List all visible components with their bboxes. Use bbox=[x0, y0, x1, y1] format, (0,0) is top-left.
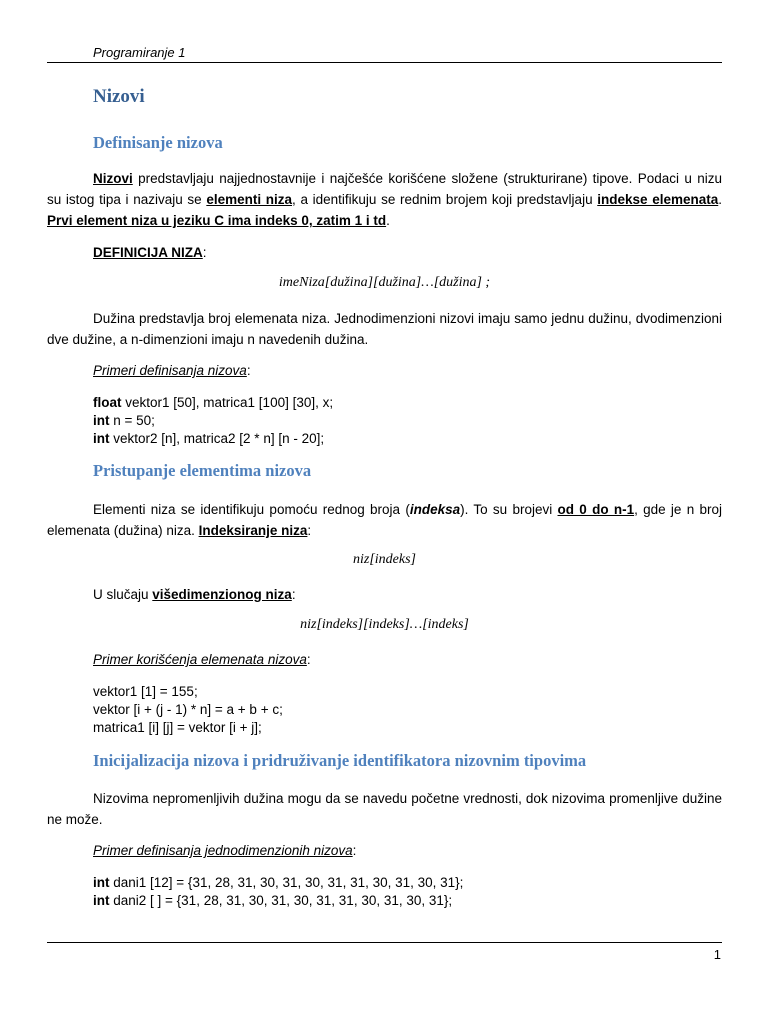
term-indeksa: indeksa bbox=[409, 502, 461, 517]
code-line: vektor [i + (j - 1) * n] = a + b + c; bbox=[93, 702, 283, 717]
code-line bbox=[93, 874, 463, 892]
code-text: vektor2 [n], matrica2 [2 * n] [n - 20]; bbox=[109, 431, 325, 446]
code-line bbox=[93, 394, 333, 412]
running-header: Programiranje 1 bbox=[93, 45, 186, 60]
footer-rule bbox=[47, 942, 722, 943]
code-block-definition bbox=[93, 394, 333, 448]
paragraph-inicijalizacija: Nizovima nepromenljivih dužina mogu da se navedu početne vrednosti, dok nizovima promenljive dužine ne može. bbox=[47, 791, 722, 827]
paragraph-duzina: Dužina predstavlja broj elemenata niza. Jednodimenzioni nizovi imaju samo jednu dužinu, dvodimenzioni dve dužine, a n-dimenzioni imaju n navedenih dužina. bbox=[47, 311, 722, 347]
definition-label-text: DEFINICIJA NIZA bbox=[93, 245, 203, 260]
paragraph-visedimenzioni bbox=[93, 586, 296, 604]
section-title-inicijalizacija: Inicijalizacija nizova i pridruživanje identifikatora nizovnim tipovima bbox=[93, 751, 587, 770]
chapter-title: Nizovi bbox=[93, 86, 145, 107]
colon: : bbox=[306, 652, 311, 667]
colon: : bbox=[307, 523, 312, 538]
code-line bbox=[93, 892, 463, 910]
example-label-init bbox=[93, 842, 356, 860]
text-run: . bbox=[386, 213, 390, 228]
code-text: vektor1 [50], matrica1 [100] [30], x; bbox=[121, 395, 334, 410]
term-prvi-element: Prvi element niza u jeziku C ima indeks 0, zatim 1 i td bbox=[47, 213, 387, 228]
code-line: matrica1 [i] [j] = vektor [i + j]; bbox=[93, 720, 262, 735]
code-text: n = 50; bbox=[109, 413, 155, 428]
section-title-definisanje: Definisanje nizova bbox=[93, 133, 223, 152]
formula-multi-index: niz[indeks][indeks]…[indeks] bbox=[300, 617, 469, 632]
examples-label bbox=[93, 362, 251, 380]
formula-definition: imeNiza[dužina][dužina]…[dužina] ; bbox=[278, 275, 491, 290]
term-visedimenzionog: višedimenzionog niza bbox=[152, 587, 292, 602]
text-run: , gde je n broj elemenata (dužina) niza. bbox=[47, 502, 722, 538]
text-run: Elementi niza se identifikuju pomoću rednog broja ( bbox=[93, 502, 410, 517]
keyword: int bbox=[93, 413, 110, 428]
code-block-usage bbox=[93, 683, 283, 737]
term-indekse-elemenata: indekse elemenata bbox=[597, 192, 719, 207]
definition-label bbox=[93, 244, 207, 262]
keyword: int bbox=[93, 431, 110, 446]
text-run: U slučaju bbox=[93, 587, 153, 602]
section-title-pristupanje: Pristupanje elementima nizova bbox=[93, 461, 312, 480]
header-rule bbox=[47, 62, 722, 63]
keyword: float bbox=[93, 395, 122, 410]
colon: : bbox=[202, 245, 207, 260]
colon: : bbox=[246, 363, 251, 378]
code-text: dani2 [ ] = {31, 28, 31, 30, 31, 30, 31, 31, 30, 31, 30, 31}; bbox=[109, 893, 453, 908]
page-number: 1 bbox=[713, 947, 721, 962]
colon: : bbox=[352, 843, 357, 858]
keyword: int bbox=[93, 893, 110, 908]
paragraph-indeksi bbox=[47, 499, 722, 541]
paragraph-intro bbox=[47, 168, 722, 231]
code-line bbox=[93, 430, 333, 448]
term-nizovi: Nizovi bbox=[93, 171, 133, 186]
code-line bbox=[93, 412, 333, 430]
text-run: , a identifikuju se rednim brojem koji predstavljaju bbox=[292, 192, 598, 207]
colon: : bbox=[291, 587, 296, 602]
example-label-text: Primer korišćenja elemenata nizova bbox=[93, 652, 307, 667]
term-elementi-niza: elementi niza bbox=[206, 192, 293, 207]
code-text: dani1 [12] = {31, 28, 31, 30, 31, 30, 31, 31, 30, 31, 30, 31}; bbox=[109, 875, 464, 890]
text-run: . bbox=[718, 192, 722, 207]
example-label-usage bbox=[93, 651, 311, 669]
text-run: predstavljaju najjednostavnije i najčešće korišćene složene (strukturirane) tipove. Podaci u nizu su istog tipa i nazivaju se bbox=[47, 171, 722, 207]
term-range: od 0 do n-1 bbox=[557, 502, 635, 517]
text-run: ). To su brojevi bbox=[460, 502, 558, 517]
term-indeksiranje: Indeksiranje niza bbox=[198, 523, 308, 538]
examples-label-text: Primeri definisanja nizova bbox=[93, 363, 247, 378]
formula-index: niz[indeks] bbox=[353, 552, 416, 567]
code-block-init bbox=[93, 874, 463, 910]
keyword: int bbox=[93, 875, 110, 890]
code-line: vektor1 [1] = 155; bbox=[93, 684, 198, 699]
example-label-text: Primer definisanja jednodimenzionih nizova bbox=[93, 843, 353, 858]
